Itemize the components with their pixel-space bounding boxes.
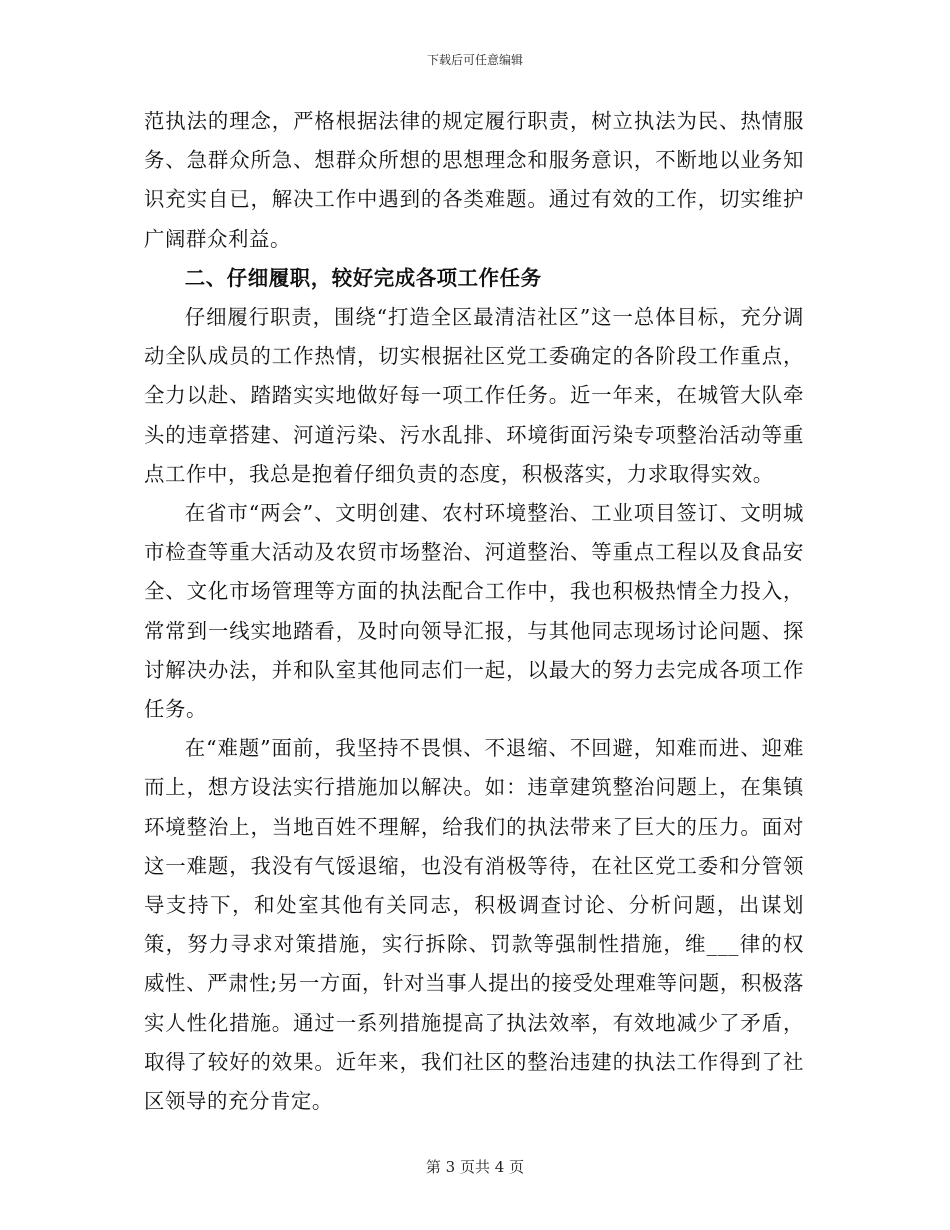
paragraph: 在“难题”面前，我坚持不畏惧、不退缩、不回避，知难而进、迎难而上，想方设法实行措施加以解决。如：违章建筑整治问题上，在集镇环境整治上，当地百姓不理解，给我们的执法带来了巨大的压力。面对这一难题，我没有气馁退缩，也没有消极等待，在社区党工委和分管领导支持下，和处室其他有关同志，积极调查讨论、分析问题，出谋划策，努力寻求对策措施，实行拆除、罚款等强制性措施，维___律的权威性、严肃性;另一方面，针对当事人提出的接受处理难等问题，积极落实人性化措施。通过一系列措施提高了执法效率，有效地减少了矛盾，取得了较好的效果。近年来，我们社区的整治违建的执法工作得到了社区领导的充分肯定。 xyxy=(144,736,804,1114)
page-number-footer: 第 3 页共 4 页 xyxy=(425,1158,525,1176)
paragraph-continuation: 范执法的理念，严格根据法律的规定履行职责，树立执法为民、热情服务、急群众所急、想群众所想的思想理念和服务意识，不断地以业务知识充实自已，解决工作中遇到的各类难题。通过有效的工作，切实维护广阔群众利益。 xyxy=(144,109,804,251)
paragraph: 在省市“两会”、文明创建、农村环境整治、工业项目签订、文明城市检查等重大活动及农贸市场整治、河道整治、等重点工程以及食品安全、文化市场管理等方面的执法配合工作中，我也积极热情全力投入，常常到一线实地踏看，及时向领导汇报，与其他同志现场讨论问题、探讨解决办法，并和队室其他同志们一起，以最大的努力去完成各项工作任务。 xyxy=(144,501,804,722)
section-heading: 二、仔细履职，较好完成各项工作任务 xyxy=(184,265,542,290)
document-body xyxy=(144,102,804,1121)
paragraph: 仔细履行职责，围绕“打造全区最清洁社区”这一总体目标，充分调动全队成员的工作热情，切实根据社区党工委确定的各阶段工作重点，全力以赴、踏踏实实地做好每一项工作任务。近一年来，在城管大队牵头的违章搭建、河道污染、污水乱排、环境街面污染专项整治活动等重点工作中，我总是抱着仔细负责的态度，积极落实，力求取得实效。 xyxy=(144,305,804,486)
page-header: 下载后可任意编辑 xyxy=(426,53,523,67)
